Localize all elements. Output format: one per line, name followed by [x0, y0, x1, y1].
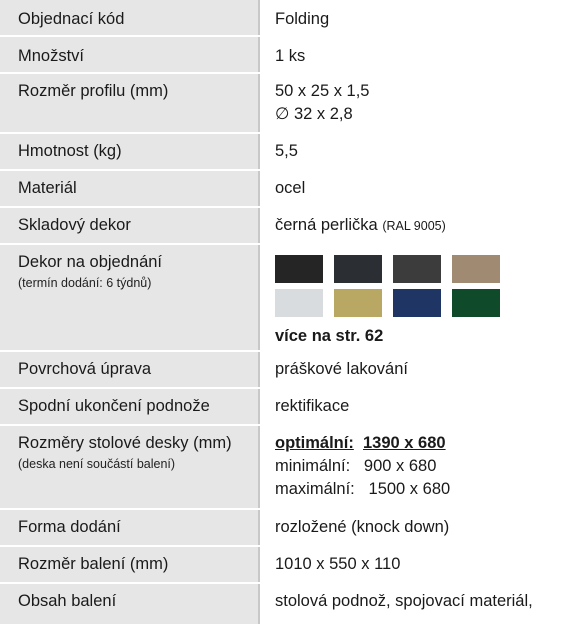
value-profile	[258, 74, 574, 132]
row-weight	[0, 134, 574, 171]
row-profile	[0, 74, 574, 134]
label-weight: Hmotnost (kg)	[0, 134, 258, 169]
value-stock-decor	[258, 208, 574, 243]
swatch	[452, 289, 500, 317]
row-stock-decor	[0, 208, 574, 245]
tabletop-optimal	[275, 432, 574, 455]
swatch	[393, 255, 441, 283]
label-order-code: Objednací kód	[0, 0, 258, 35]
value-order-decor	[258, 245, 574, 350]
label-stock-decor: Skladový dekor	[0, 208, 258, 243]
optimal-label: optimální:	[275, 434, 354, 452]
label-material: Materiál	[0, 171, 258, 206]
label-order-decor	[0, 245, 258, 350]
swatch	[334, 255, 382, 283]
value-delivery: rozložené (knock down)	[258, 510, 574, 545]
row-quantity	[0, 37, 574, 74]
label-delivery: Forma dodání	[0, 510, 258, 545]
stock-decor-name: černá perlička	[275, 216, 378, 234]
value-material: ocel	[258, 171, 574, 206]
label-quantity: Množství	[0, 37, 258, 72]
swatch	[452, 255, 500, 283]
order-decor-note: (termín dodání: 6 týdnů)	[18, 276, 152, 290]
value-tabletop	[258, 426, 574, 508]
swatch	[334, 289, 382, 317]
value-quantity: 1 ks	[258, 37, 574, 72]
swatch	[275, 255, 323, 283]
tabletop-min: minimální: 900 x 680	[275, 457, 437, 475]
label-package-size: Rozměr balení (mm)	[0, 547, 258, 582]
value-surface: práškové lakování	[258, 352, 574, 387]
label-foot: Spodní ukončení podnože	[0, 389, 258, 424]
row-surface	[0, 352, 574, 389]
label-tabletop	[0, 426, 258, 508]
tabletop-label: Rozměry stolové desky (mm)	[18, 434, 232, 452]
profile-line-1: 50 x 25 x 1,5	[275, 82, 370, 100]
swatch-grid	[275, 255, 574, 317]
row-tabletop	[0, 426, 574, 510]
order-decor-label: Dekor na objednání	[18, 253, 163, 271]
label-profile: Rozměr profilu (mm)	[0, 74, 258, 132]
row-delivery	[0, 510, 574, 547]
swatch	[393, 289, 441, 317]
value-package-size: 1010 x 550 x 110	[258, 547, 574, 582]
row-package-size	[0, 547, 574, 584]
row-order-decor	[0, 245, 574, 352]
row-order-code	[0, 0, 574, 37]
more-decors-link: více na str. 62	[275, 327, 384, 345]
profile-line-2: ∅ 32 x 2,8	[275, 105, 353, 123]
value-package-content: stolová podnož, spojovací materiál,	[258, 584, 574, 624]
optimal-value: 1390 x 680	[363, 434, 446, 452]
value-weight: 5,5	[258, 134, 574, 169]
value-foot: rektifikace	[258, 389, 574, 424]
tabletop-max: maximální: 1500 x 680	[275, 480, 451, 498]
tabletop-note: (deska není součástí balení)	[18, 457, 176, 471]
row-foot	[0, 389, 574, 426]
swatch	[275, 289, 323, 317]
row-package-content	[0, 584, 574, 626]
label-surface: Povrchová úprava	[0, 352, 258, 387]
row-material	[0, 171, 574, 208]
value-order-code: Folding	[258, 0, 574, 35]
stock-decor-ral: (RAL 9005)	[382, 219, 446, 233]
label-package-content: Obsah balení	[0, 584, 258, 624]
